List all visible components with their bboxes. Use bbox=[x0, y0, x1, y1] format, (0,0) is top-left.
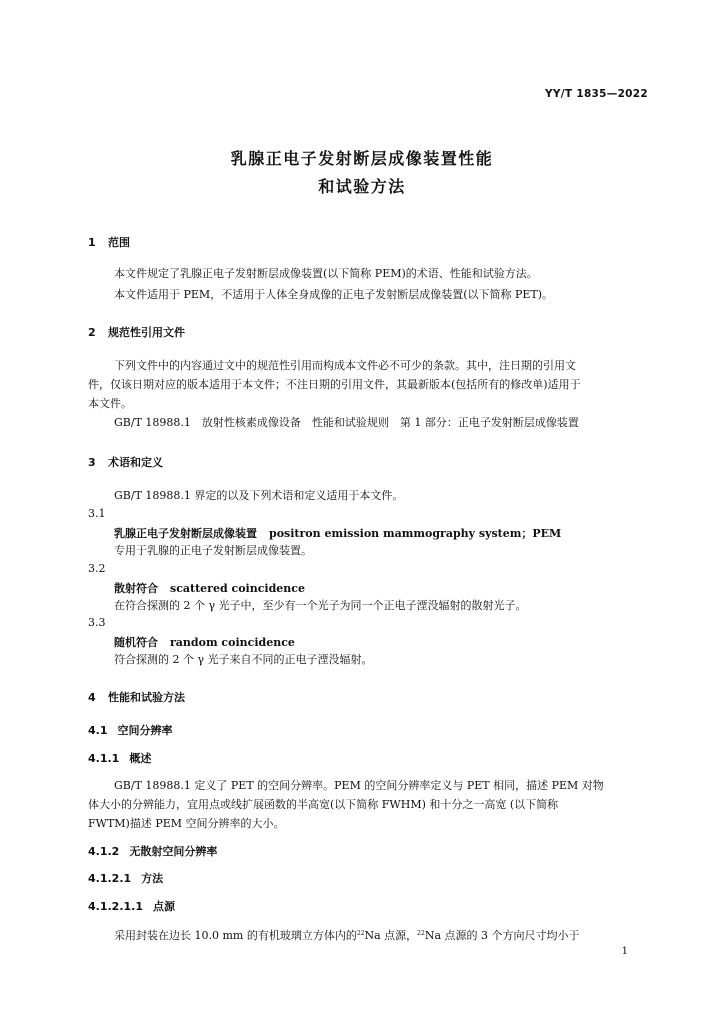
section-2-paragraph-line-1: 下列文件中的内容通过文中的规范性引用而构成本文件必不可少的条款。其中，注日期的引用文 bbox=[114, 359, 576, 372]
term-entry bbox=[114, 525, 561, 541]
term-number: 3.2 bbox=[88, 562, 106, 575]
section-2-paragraph-line-2: 件，仅该日期对应的版本适用于本文件；不注日期的引用文件，其最新版本(包括所有的修改单)适用于 bbox=[88, 378, 581, 391]
subsection-title: 点源 bbox=[152, 900, 175, 913]
document-title-line1: 乳腺正电子发射断层成像装置性能 bbox=[230, 149, 494, 168]
section-1-paragraph-2: 本文件适用于 PEM，不适用于人体全身成像的正电子发射断层成像装置(以下简称 PET)。 bbox=[114, 288, 554, 301]
section-2-paragraph-line-3: 本文件。 bbox=[88, 397, 132, 410]
section-1-paragraph-1: 本文件规定了乳腺正电子发射断层成像装置(以下简称 PEM)的术语、性能和试验方法。 bbox=[114, 267, 538, 280]
text-segment: Na 点源的 3 个方向尺寸均小于 bbox=[424, 929, 580, 942]
page-number: 1 bbox=[621, 946, 628, 957]
section-number: 2 bbox=[88, 326, 96, 339]
section-2-heading bbox=[88, 324, 185, 340]
subsection-number: 4.1.2.1.1 bbox=[88, 900, 143, 913]
subsection-4-1-2-1-1-heading bbox=[88, 898, 175, 914]
subsection-number: 4.1.2.1 bbox=[88, 872, 132, 885]
subsection-number: 4.1.2 bbox=[88, 845, 120, 858]
section-title: 术语和定义 bbox=[108, 456, 163, 469]
subsection-title: 概述 bbox=[129, 752, 152, 765]
subsection-title: 方法 bbox=[141, 872, 164, 885]
superscript-mass-number: 22 bbox=[417, 930, 425, 937]
text-segment: Na 点源， bbox=[364, 929, 418, 942]
term-number: 3.1 bbox=[88, 507, 106, 520]
subsection-title: 空间分辨率 bbox=[117, 724, 173, 737]
overview-line-2: 体大小的分辨能力，宜用点或线扩展函数的半高宽(以下简称 FWHM) 和十分之一高宽 (以下简称 bbox=[88, 798, 559, 811]
term-english: positron emission mammography system；PEM bbox=[269, 527, 562, 540]
section-3-intro: GB/T 18988.1 界定的以及下列术语和定义适用于本文件。 bbox=[114, 489, 404, 502]
section-4-heading bbox=[88, 689, 185, 705]
section-1-heading bbox=[88, 234, 130, 250]
term-english: scattered coincidence bbox=[170, 582, 305, 595]
term-definition: 符合探测的 2 个 γ 光子来自不同的正电子湮没辐射。 bbox=[114, 653, 373, 666]
subsection-4-1-1-heading bbox=[88, 750, 151, 766]
subsection-4-1-2-heading bbox=[88, 843, 217, 859]
term-definition: 在符合探测的 2 个 γ 光子中，至少有一个光子为同一个正电子湮没辐射的散射光子。 bbox=[114, 599, 527, 612]
term-chinese: 散射符合 bbox=[114, 582, 158, 595]
section-title: 规范性引用文件 bbox=[108, 326, 185, 339]
overview-line-3: FWTM)描述 PEM 空间分辨率的大小。 bbox=[88, 817, 285, 830]
subsection-4-1-2-1-heading bbox=[88, 870, 163, 886]
subsection-number: 4.1.1 bbox=[88, 752, 120, 765]
term-definition: 专用于乳腺的正电子发射断层成像装置。 bbox=[114, 544, 312, 557]
document-title-line2: 和试验方法 bbox=[318, 177, 406, 196]
section-number: 4 bbox=[88, 691, 96, 704]
overview-line-1: GB/T 18988.1 定义了 PET 的空间分辨率。PEM 的空间分辨率定义与 PET 相同，描述 PEM 对物 bbox=[114, 779, 604, 792]
term-chinese: 乳腺正电子发射断层成像装置 bbox=[114, 527, 257, 540]
superscript-mass-number: 22 bbox=[356, 930, 365, 937]
subsection-number: 4.1 bbox=[88, 724, 108, 737]
subsection-4-1-heading bbox=[88, 722, 173, 738]
section-number: 1 bbox=[88, 236, 96, 249]
term-entry bbox=[114, 634, 295, 650]
normative-reference: GB/T 18988.1 放射性核素成像设备 性能和试验规则 第 1 部分：正电子发射断层成像装置 bbox=[114, 416, 579, 429]
section-3-heading bbox=[88, 454, 163, 470]
term-number: 3.3 bbox=[88, 616, 106, 629]
text-segment: 采用封装在边长 10.0 mm 的有机玻璃立方体内的 bbox=[114, 929, 357, 942]
standard-number: YY/T 1835—2022 bbox=[544, 88, 648, 100]
section-title: 范围 bbox=[108, 236, 130, 249]
subsection-title: 无散射空间分辨率 bbox=[129, 845, 218, 858]
term-chinese: 随机符合 bbox=[114, 636, 158, 649]
term-entry bbox=[114, 580, 305, 596]
point-source-line-1 bbox=[114, 926, 579, 944]
section-title: 性能和试验方法 bbox=[108, 691, 185, 704]
section-number: 3 bbox=[88, 456, 96, 469]
term-english: random coincidence bbox=[170, 636, 295, 649]
